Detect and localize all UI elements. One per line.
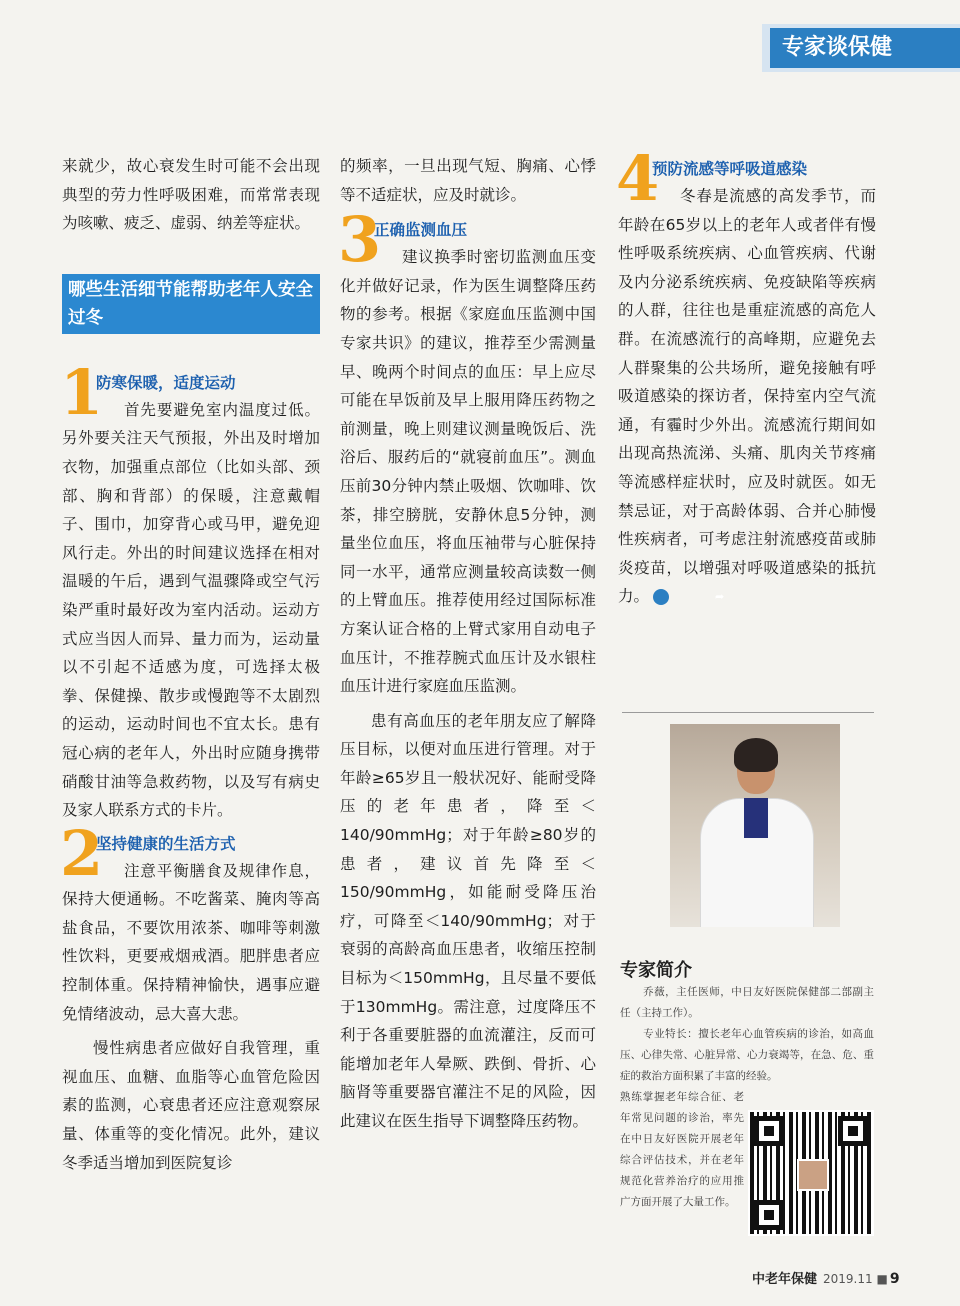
subsection-number: 4: [616, 142, 660, 215]
subsection-3: [338, 203, 596, 1135]
page-bullet: ■: [876, 1272, 888, 1286]
arrow-end-icon: ➦: [653, 589, 669, 605]
paragraph: [618, 182, 876, 611]
qr-code-icon: [748, 1110, 874, 1236]
bio-title: 专家简介: [620, 960, 692, 981]
paragraph: 注意平衡膳食及规律作息，保持大便通畅。不吃酱菜、腌肉等高盐食品，不要饮用浓茶、咖啡等刺激性饮料，更要戒烟戒酒。肥胖患者应控制体重。保持精神愉快，遇事应避免情绪波动，忌大喜大悲。: [62, 861, 320, 1023]
subsection-title: 防寒保暖，适度运动: [96, 372, 236, 392]
paragraph-continued: 来就少，故心衰发生时可能不会出现典型的劳力性呼吸困难，而常常表现为咳嗽、疲乏、虚弱、纳差等症状。: [62, 157, 320, 233]
subsection-number: 3: [338, 203, 382, 277]
paragraph: 建议换季时密切监测血压变化并做好记录，作为医生调整降压药物的参考。根据《家庭血压监测中国专家共识》的建议，推荐至少需测量早、晚两个时间点的血压：早上应尽可能在早饭前及早上服用降压药物之前测量，晚上则建议测量晚饭后、洗浴后、服药后的“就寝前血压”。测血压前30分钟内禁止吸烟、饮咖啡、饮茶，排空膀胱，安静休息5分钟，测量坐位血压，将血压袖带与心脏保持同一水平，通常应测量较高读数一侧的上臂血压。推荐使用经过国际标准方案认证合格的上臂式家用自动电子血压计，不推荐腕式血压计及水银柱血压计进行家庭血压监测。: [340, 248, 596, 696]
bio-paragraph: 专业特长：擅长老年心血管疾病的诊治，如高血压、心律失常、心脏异常、心力衰竭等，在急、危、重症的救治方面积累了丰富的经验。: [620, 1028, 874, 1082]
qr-corner: [754, 1116, 784, 1146]
paragraph-continued: 的频率，一旦出现气短、胸痛、心悸等不适症状，应及时就诊。: [340, 157, 596, 204]
paragraph: 患有高血压的老年朋友应了解降压目标，以便对血压进行管理。对于年龄≥65岁且一般状况好、能耐受降压的老年患者，降至＜140/90mmHg；对于年龄≥80岁的患者，建议首先降至＜150/90mmHg，如能耐受降压治疗，可降至＜140/90mmHg；对于衰弱的高龄高血压患者，收缩压控制目标为＜150mmHg，且尽量不要低于130mmHg。需注意，过度降压不利于各重要脏器的血流灌注，反而可能增加老年人晕厥、跌倒、骨折、心脑肾等重要器官灌注不足的风险，因此建议在医生指导下调整降压药物。: [340, 711, 596, 1130]
subsection-2: [60, 816, 320, 1178]
paragraph: 首先要避免室内温度过低。另外要关注天气预报，外出及时增加衣物，加强重点部位（比如头部、颈部、胸和背部）的保暖，注意戴帽子、围巾，加穿背心或马甲，避免迎风行走。外出的时间建议选择在相对温暖的午后，遇到气温骤降或空气污染严重时最好改为室内活动。运动方式应当因人而异、量力而为，运动量以不引起不适感为度，可选择太极拳、保健操、散步或慢跑等不太剧烈的运动，运动时间也不宜太长。患有冠心病的老年人，外出时应随身携带硝酸甘油等急救药物，以及写有病史及家人联系方式的卡片。: [62, 400, 320, 820]
issue-number: 2019.11: [823, 1272, 873, 1286]
photo-shirt-shape: [744, 798, 768, 838]
section-tag: 专家谈保健: [770, 28, 960, 68]
subsection-1: [60, 355, 320, 825]
subsection-number: 2: [60, 816, 104, 890]
qr-avatar: [797, 1159, 829, 1191]
qr-corner: [838, 1116, 868, 1146]
section-heading: 哪些生活细节能帮助老年人安全过冬: [62, 274, 320, 334]
column-2: [340, 152, 596, 1136]
paragraph-text: 冬春是流感的高发季节，而年龄在65岁以上的老年人或者伴有慢性呼吸系统疾病、心血管疾病、代谢及内分泌系统疾病、免疫缺陷等疾病的人群，往往也是重症流感的高危人群。在流感流行的高峰期，应避免去人群聚集的公共场所，避免接触有呼吸道感染的探访者，保持室内空气流通，有霾时少外出。流感流行期间如出现高热流涕、头痛、肌肉关节疼痛等流感样症状时，应及时就医。如无禁忌证，对于高龄体弱、合并心肺慢性疾病者，可考虑注射流感疫苗或肺炎疫苗，以增强对呼吸道感染的抵抗力。: [618, 187, 876, 606]
qr-corner: [754, 1200, 784, 1230]
column-1: [62, 152, 320, 1177]
page-footer: [752, 1268, 900, 1287]
magazine-name: 中老年保健: [752, 1272, 818, 1287]
expert-photo: [670, 724, 840, 927]
bio-paragraph: 熟练掌握老年综合征、老年常见问题的诊治，率先在中日友好医院开展老年综合评估技术，并在老年规范化营养治疗的应用推广方面开展了大量工作。: [620, 1091, 744, 1208]
subsection-title: 预防流感等呼吸道感染: [652, 159, 808, 178]
photo-hair-shape: [734, 738, 778, 772]
column-3: [616, 142, 876, 611]
subsection-title: 正确监测血压: [374, 220, 468, 240]
subsection-number: 1: [60, 355, 104, 429]
divider: [622, 712, 874, 713]
subsection-title: 坚持健康的生活方式: [96, 833, 236, 853]
bio-paragraph: 乔薇，主任医师，中日友好医院保健部二部副主任（主持工作）。: [620, 986, 874, 1019]
subsection-4: [616, 142, 876, 611]
page-number: 9: [889, 1271, 900, 1287]
paragraph: 慢性病患者应做好自我管理，重视血压、血糖、血脂等心血管危险因素的监测，心衰患者还应注意观察尿量、体重等的变化情况。此外，建议冬季适当增加到医院复诊: [62, 1039, 320, 1172]
